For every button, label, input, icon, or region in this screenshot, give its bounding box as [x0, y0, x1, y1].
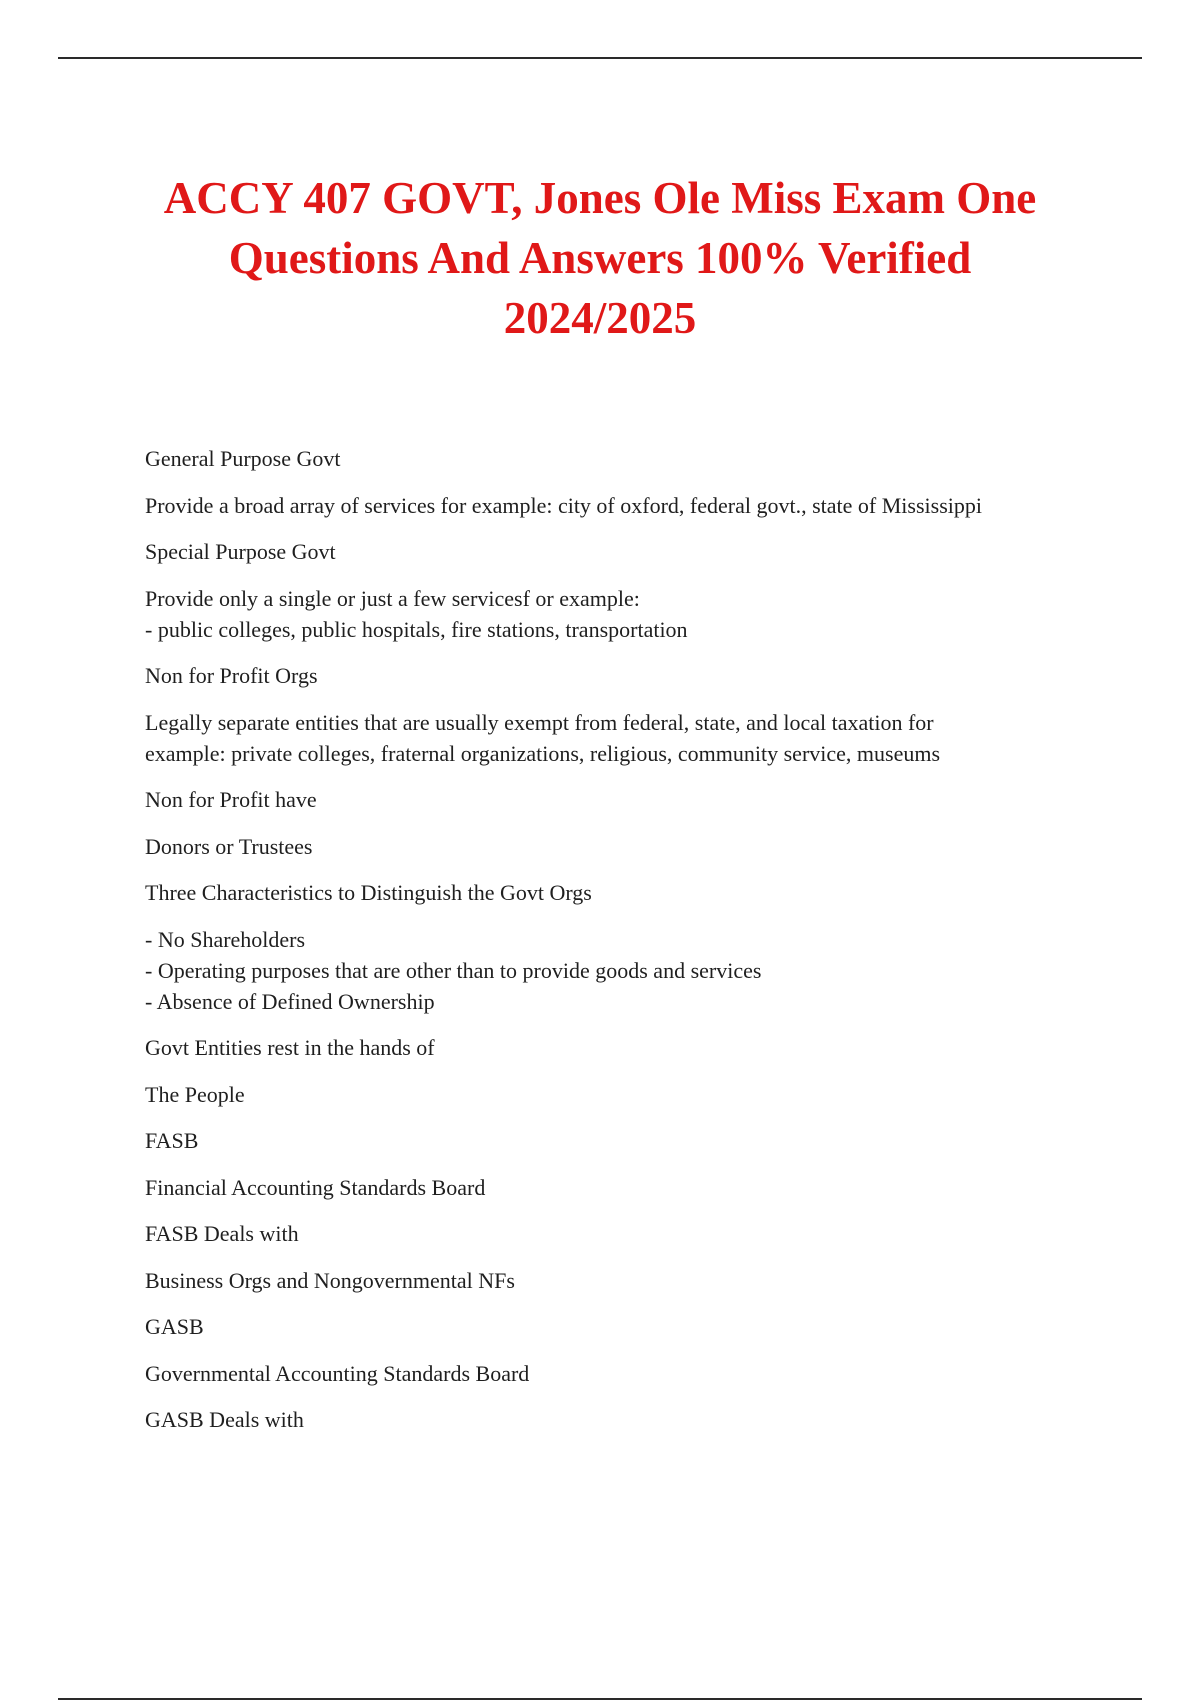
entry-line: Governmental Accounting Standards Board	[145, 1360, 530, 1386]
term	[145, 1218, 1085, 1249]
entry-line: Special Purpose Govt	[145, 539, 336, 564]
entry-line: - Operating purposes that are other than to provide goods and services	[145, 957, 762, 983]
document-title	[100, 168, 1100, 348]
title-line: 2024/2025	[503, 293, 697, 343]
entry-line: Business Orgs and Nongovernmental NFs	[145, 1267, 515, 1293]
entry-line: Govt Entities rest in the hands of	[145, 1035, 435, 1060]
entry-line: Donors or Trustees	[145, 833, 313, 859]
definition	[145, 1265, 1085, 1296]
entry-line: GASB Deals with	[145, 1407, 304, 1432]
entry-line: Provide only a single or just a few servicesf or example:	[145, 585, 640, 611]
entry-line: Provide a broad array of services for example: city of oxford, federal govt., state of Mississippi	[145, 492, 982, 518]
entry-line: GASB	[145, 1314, 204, 1339]
definition	[145, 831, 1085, 862]
term	[145, 1404, 1085, 1435]
entry-line: Financial Accounting Standards Board	[145, 1174, 486, 1200]
entry-line: - public colleges, public hospitals, fire stations, transportation	[145, 616, 688, 642]
definition	[145, 490, 1085, 521]
entry-line: Non for Profit Orgs	[145, 663, 318, 688]
term	[145, 1032, 1085, 1063]
term	[145, 1311, 1085, 1342]
title-line: Questions And Answers 100% Verified	[228, 233, 972, 283]
definition	[145, 924, 1085, 1017]
definition	[145, 1358, 1085, 1389]
entry-line: The People	[145, 1081, 245, 1107]
term	[145, 1125, 1085, 1156]
definition	[145, 1079, 1085, 1110]
term	[145, 536, 1085, 567]
flashcard-list	[145, 443, 1085, 1451]
term	[145, 877, 1085, 908]
header-rule	[58, 57, 1142, 59]
entry-line: FASB Deals with	[145, 1221, 299, 1246]
entry-line: FASB	[145, 1128, 199, 1153]
entry-line: Three Characteristics to Distinguish the Govt Orgs	[145, 880, 592, 905]
entry-line: - No Shareholders	[145, 926, 306, 952]
definition	[145, 707, 1085, 769]
entry-line: - Absence of Defined Ownership	[145, 988, 435, 1014]
term	[145, 443, 1085, 474]
entry-line: Non for Profit have	[145, 787, 317, 812]
term	[145, 784, 1085, 815]
entry-line: General Purpose Govt	[145, 446, 341, 471]
entry-line: example: private colleges, fraternal organizations, religious, community service, museums	[145, 740, 941, 766]
definition	[145, 1172, 1085, 1203]
title-line: ACCY 407 GOVT, Jones Ole Miss Exam One	[163, 173, 1037, 223]
definition	[145, 583, 1085, 645]
entry-line: Legally separate entities that are usually exempt from federal, state, and local taxation for	[145, 709, 934, 735]
term	[145, 660, 1085, 691]
